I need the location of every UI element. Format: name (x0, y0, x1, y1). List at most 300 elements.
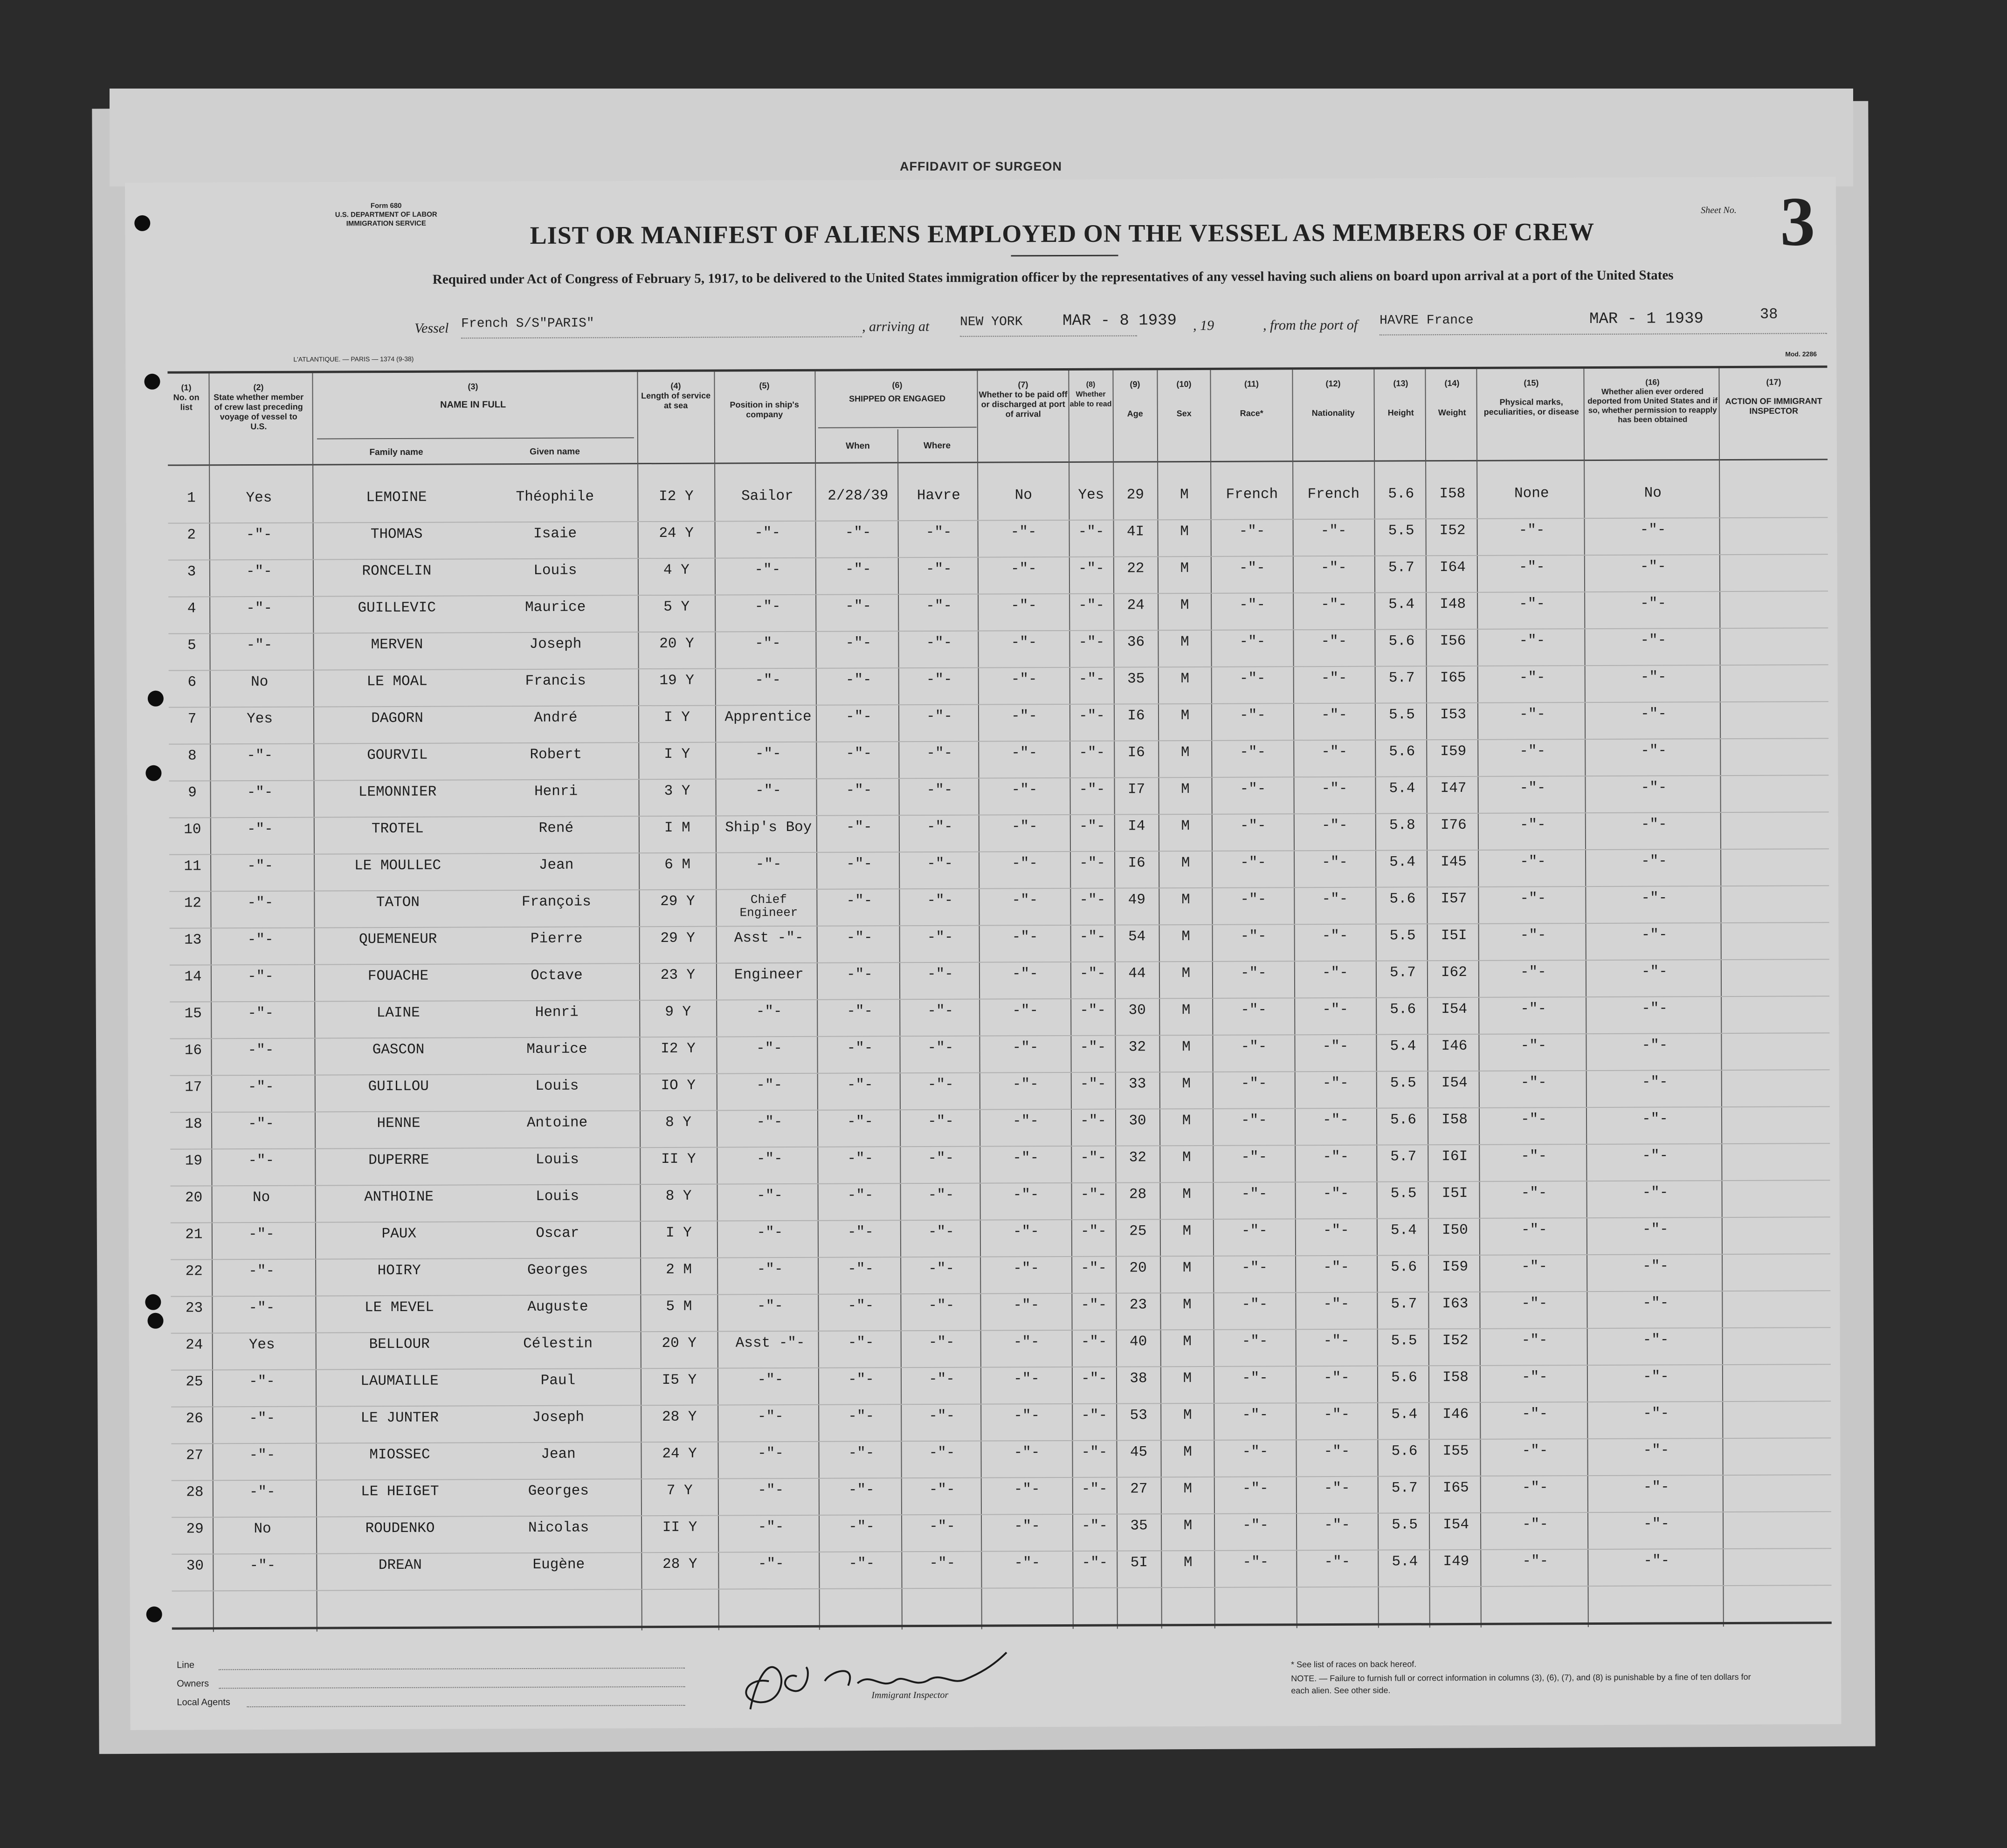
cell-sex: M (1180, 744, 1190, 761)
cell-service: 7 Y (666, 1482, 693, 1499)
cell-paid: -"- (1012, 1039, 1039, 1056)
cell-no: 11 (184, 858, 201, 875)
model-number: Mod. 2286 (1785, 350, 1817, 358)
cell-no: 5 (187, 637, 196, 654)
cell-marks: -"- (1521, 1332, 1548, 1349)
cell-paid: -"- (1013, 1223, 1039, 1240)
col8-header: (8) Whether able to read (1069, 380, 1112, 408)
cell-race: -"- (1241, 1333, 1268, 1350)
cell-family: TATON (376, 894, 420, 911)
cell-age: 32 (1129, 1149, 1146, 1166)
cell-given: Jean (538, 857, 574, 873)
cell-no: 8 (187, 748, 197, 764)
cell-marks: -"- (1521, 1295, 1548, 1312)
col4-header: (4) Length of service at sea (641, 381, 711, 410)
from-port-underline (1379, 333, 1827, 335)
cell-sex: M (1183, 1481, 1193, 1498)
cell-nat: -"- (1321, 596, 1347, 613)
cell-prev: -"- (248, 1079, 274, 1096)
cell-age: I6 (1128, 855, 1145, 872)
cell-marks: -"- (1521, 1148, 1547, 1165)
cell-no: 19 (185, 1153, 202, 1169)
cell-marks: -"- (1519, 743, 1546, 760)
cell-family: FOUACHE (367, 968, 429, 985)
cell-read: -"- (1078, 634, 1105, 651)
cell-height: 5.6 (1390, 1112, 1417, 1128)
arrival-date-stamp: MAR - 8 1939 (1062, 312, 1177, 330)
cell-read: -"- (1081, 1333, 1107, 1350)
cell-position: -"- (754, 635, 781, 652)
cell-height: 5.4 (1390, 1038, 1416, 1055)
cell-height: 5.6 (1389, 891, 1416, 907)
cell-read: -"- (1082, 1554, 1108, 1571)
cell-nat: -"- (1323, 1333, 1350, 1350)
cell-age: 53 (1130, 1407, 1147, 1424)
cell-service: 29 Y (660, 893, 695, 910)
cell-service: 29 Y (660, 930, 695, 947)
cell-nat: -"- (1322, 964, 1348, 982)
cell-height: 5.5 (1391, 1333, 1417, 1349)
cell-age: 20 (1129, 1260, 1147, 1277)
cell-no: 24 (186, 1337, 203, 1353)
cell-read: -"- (1078, 671, 1105, 687)
cell-sex: M (1183, 1370, 1192, 1387)
cell-weight: I63 (1442, 1295, 1469, 1312)
cell-deported: -"- (1643, 1405, 1669, 1422)
cell-deported: -"- (1641, 963, 1668, 980)
cell-race: -"- (1242, 1480, 1269, 1497)
sheet-label: Sheet No. (1701, 205, 1737, 216)
cell-weight: I49 (1443, 1553, 1469, 1570)
cell-where: -"- (929, 1518, 956, 1535)
cell-service: 8 Y (665, 1188, 692, 1204)
cell-paid: -"- (1012, 1003, 1039, 1019)
cell-sex: M (1181, 928, 1191, 945)
cell-position: -"- (756, 1040, 782, 1057)
cell-height: 5.8 (1389, 817, 1415, 834)
cell-age: 4I (1126, 523, 1145, 540)
cell-no: 17 (185, 1079, 202, 1096)
cell-nat: -"- (1321, 633, 1347, 650)
inspector-label: Immigrant Inspector (871, 1690, 949, 1701)
cell-read: -"- (1081, 1407, 1108, 1424)
cell-when: -"- (847, 1003, 873, 1020)
cell-family: LE MOULLEC (354, 857, 441, 874)
cell-where: -"- (927, 966, 953, 983)
cell-read: -"- (1081, 1260, 1107, 1277)
cell-race: -"- (1241, 1186, 1268, 1202)
cell-paid: -"- (1013, 1113, 1039, 1130)
cell-marks: -"- (1520, 1037, 1547, 1054)
cell-sex: M (1180, 634, 1189, 651)
col10-header: (10) Sex (1176, 379, 1192, 419)
cell-paid: -"- (1014, 1444, 1040, 1461)
cell-position: -"- (755, 746, 781, 763)
cell-age: 35 (1127, 671, 1145, 687)
cell-deported: -"- (1642, 1111, 1668, 1127)
cell-deported: -"- (1641, 1074, 1668, 1091)
cell-marks: -"- (1520, 890, 1546, 907)
cell-weight: I47 (1440, 780, 1467, 797)
cell-marks: -"- (1521, 1222, 1547, 1238)
cell-no: 2 (187, 527, 196, 543)
cell-paid: -"- (1012, 855, 1038, 872)
cell-read: -"- (1079, 928, 1106, 945)
cell-sex: M (1181, 892, 1190, 908)
cell-height: 5.6 (1388, 486, 1414, 502)
cell-no: 21 (185, 1226, 203, 1243)
cell-prev: -"- (247, 821, 273, 838)
cell-when: -"- (845, 672, 872, 688)
cell-nat: -"- (1321, 817, 1348, 834)
cell-sex: M (1179, 487, 1189, 503)
cell-paid: -"- (1011, 782, 1038, 798)
cell-read: -"- (1080, 1223, 1107, 1240)
cell-race: -"- (1242, 1370, 1268, 1387)
cell-given: François (521, 893, 591, 911)
cell-prev: -"- (246, 637, 273, 654)
cell-prev: Yes (248, 1336, 275, 1353)
cell-height: 5.6 (1388, 633, 1415, 650)
cell-age: 45 (1130, 1444, 1148, 1461)
cell-given: Louis (533, 562, 577, 579)
cell-deported: -"- (1643, 1553, 1670, 1569)
cell-no: 30 (186, 1558, 204, 1574)
cell-given: André (534, 709, 578, 726)
cell-prev: No (251, 673, 269, 691)
cell-service: I2 Y (659, 488, 694, 505)
cell-where: -"- (928, 1334, 955, 1351)
cell-deported: -"- (1641, 1037, 1668, 1054)
cell-age: 38 (1130, 1370, 1147, 1387)
cell-when: -"- (848, 1445, 875, 1462)
cell-age: 5I (1130, 1554, 1148, 1571)
cell-age: 30 (1129, 1113, 1146, 1129)
document-subtitle: Required under Act of Congress of February 5, 1917, to be delivered to the United States immigration officer by the representatives of any vessel having such aliens on board upon arrival at a port of the United States (432, 268, 1674, 287)
cell-given: Joseph (529, 636, 582, 653)
cell-position: -"- (756, 1151, 783, 1168)
cell-service: 5 Y (663, 598, 690, 615)
cell-read: -"- (1081, 1444, 1108, 1461)
punch-hole (148, 691, 164, 707)
races-note: * See list of races on back hereof. (1291, 1659, 1417, 1669)
cell-height: 5.6 (1391, 1443, 1418, 1460)
cell-sex: M (1183, 1444, 1192, 1461)
cell-when: -"- (846, 929, 873, 946)
cell-service: 4 Y (663, 562, 690, 578)
cell-given: Nicolas (528, 1519, 589, 1536)
cell-height: 5.7 (1390, 1148, 1417, 1165)
cell-height: 5.7 (1389, 964, 1416, 981)
cell-race: -"- (1241, 1075, 1267, 1092)
cell-sex: M (1183, 1518, 1193, 1534)
cell-where: -"- (927, 929, 953, 946)
cell-when: -"- (846, 893, 873, 909)
cell-sex: M (1181, 965, 1191, 982)
cell-read: -"- (1081, 1297, 1107, 1313)
cell-read: -"- (1081, 1481, 1108, 1498)
cell-read: -"- (1079, 855, 1106, 872)
cell-nat: -"- (1322, 1001, 1349, 1018)
cell-service: 23 Y (660, 967, 696, 984)
cell-no: 6 (187, 674, 197, 691)
cell-sex: M (1180, 523, 1189, 540)
cell-marks: -"- (1519, 780, 1546, 797)
cell-sex: M (1180, 708, 1190, 724)
cell-service: 24 Y (662, 1445, 697, 1462)
cell-age: 29 (1126, 487, 1145, 503)
cell-no: 29 (186, 1521, 204, 1538)
cell-no: 16 (184, 1042, 202, 1059)
cell-family: LAUMAILLE (360, 1373, 439, 1390)
vessel-underline (461, 336, 862, 338)
cell-weight: I6I (1441, 1148, 1468, 1165)
col6-header: (6) SHIPPED OR ENGAGED (849, 380, 946, 404)
cell-where: -"- (929, 1371, 955, 1388)
cell-marks: -"- (1522, 1553, 1549, 1570)
cell-given: Robert (530, 746, 582, 763)
cell-where: -"- (926, 634, 952, 652)
cell-where: -"- (929, 1444, 955, 1461)
col9-header: (9) Age (1127, 379, 1143, 419)
cell-where: -"- (926, 818, 953, 836)
cell-age: 30 (1128, 1002, 1146, 1019)
cell-family: LE HEIGET (361, 1483, 439, 1500)
cell-paid: -"- (1013, 1187, 1039, 1203)
cell-sex: M (1181, 1002, 1191, 1019)
cell-height: 5.5 (1390, 1075, 1416, 1092)
cell-race: -"- (1241, 1038, 1267, 1055)
cell-given: Francis (525, 673, 586, 690)
cell-height: 5.6 (1391, 1369, 1417, 1386)
cell-position: Asst -"- (735, 1334, 805, 1352)
cell-when: -"- (847, 1077, 873, 1093)
cell-race: -"- (1241, 1149, 1268, 1166)
cell-service: II Y (661, 1151, 696, 1168)
cell-no: 3 (187, 563, 196, 580)
cell-height: 5.7 (1388, 670, 1415, 687)
cell-marks: -"- (1522, 1406, 1548, 1422)
col6-subrule (818, 427, 977, 428)
cell-given: Henri (534, 783, 578, 800)
cell-no: 7 (187, 711, 197, 728)
cell-read: -"- (1082, 1518, 1108, 1534)
cell-paid: -"- (1013, 1260, 1040, 1277)
local-agents-field (247, 1705, 685, 1707)
line-field (219, 1668, 685, 1670)
col2-header: (2) State whether member of crew last preceding voyage of vessel to U.S. (214, 382, 304, 432)
manifest-sheet (125, 177, 1841, 1730)
owners-label: Owners (177, 1678, 209, 1689)
cell-deported: -"- (1642, 1295, 1669, 1312)
vessel-label: Vessel (414, 320, 449, 336)
cell-sex: M (1182, 1186, 1191, 1203)
cell-service: I Y (664, 709, 690, 726)
cell-height: 5.5 (1389, 707, 1415, 723)
col1-header: (1) No. on list (173, 383, 200, 412)
cell-deported: -"- (1643, 1442, 1669, 1459)
cell-prev: -"- (248, 1005, 274, 1022)
cell-given: Henri (535, 1004, 579, 1021)
cell-deported: -"- (1643, 1479, 1669, 1496)
cell-marks: -"- (1521, 1111, 1547, 1128)
cell-prev: No (252, 1189, 270, 1206)
departure-date-stamp: MAR - 1 1939 (1589, 310, 1704, 329)
cell-marks: -"- (1521, 1369, 1548, 1386)
cell-height: 5.5 (1392, 1517, 1418, 1533)
cell-position: -"- (755, 672, 781, 689)
cell-height: 5.5 (1389, 927, 1416, 944)
cell-deported: -"- (1640, 595, 1667, 612)
cell-paid: -"- (1010, 561, 1037, 577)
cell-given: René (538, 820, 574, 837)
cell-nat: -"- (1323, 1222, 1349, 1239)
cell-age: I6 (1127, 744, 1145, 761)
cell-service: I Y (664, 746, 690, 763)
cell-paid: -"- (1011, 598, 1037, 614)
cell-weight: I46 (1441, 1037, 1468, 1055)
cell-marks: -"- (1518, 559, 1545, 576)
cell-age: 44 (1128, 965, 1146, 982)
sheet-reference: 38 (1759, 305, 1778, 323)
cell-service: I2 Y (661, 1040, 696, 1057)
cell-when: -"- (846, 745, 872, 762)
cell-race: -"- (1242, 1407, 1269, 1423)
cell-prev: -"- (249, 1447, 276, 1464)
cell-where: -"- (926, 745, 953, 762)
cell-where: -"- (928, 1297, 955, 1314)
cell-given: Auguste (527, 1298, 588, 1316)
cell-service: I5 Y (662, 1372, 697, 1388)
cell-deported: -"- (1640, 632, 1667, 649)
cell-weight: I55 (1442, 1443, 1469, 1460)
cell-height: 5.7 (1391, 1480, 1418, 1497)
owners-field (219, 1686, 685, 1689)
cell-weight: I46 (1442, 1406, 1469, 1423)
cell-when: -"- (845, 524, 871, 541)
header-bottom-rule (168, 459, 1828, 466)
cell-where: -"- (928, 1260, 955, 1277)
cell-service: 3 Y (664, 783, 690, 799)
cell-deported: -"- (1640, 522, 1666, 538)
cell-service: 24 Y (659, 525, 694, 542)
cell-where: -"- (926, 598, 952, 615)
cell-nat: -"- (1324, 1553, 1351, 1571)
cell-where: -"- (926, 671, 952, 688)
cell-prev: -"- (249, 1557, 276, 1574)
cell-sex: M (1183, 1407, 1192, 1424)
cell-no: 14 (184, 969, 202, 985)
cell-when: -"- (845, 635, 872, 652)
cell-family: DREAN (378, 1557, 422, 1574)
cell-service: 20 Y (662, 1335, 697, 1352)
cell-height: 5.6 (1389, 743, 1415, 760)
svg-text:G S German: G S German (717, 1644, 720, 1645)
cell-where: -"- (927, 855, 953, 872)
punch-hole (147, 1313, 163, 1329)
col3-header: (3) NAME IN FULL (440, 382, 506, 410)
cell-nat: French (1307, 486, 1360, 503)
cell-family: BELLOUR (369, 1336, 430, 1353)
cell-prev: -"- (249, 1484, 276, 1501)
cell-race: -"- (1240, 744, 1266, 761)
cell-position: Asst -"- (734, 929, 804, 947)
cell-prev: -"- (247, 858, 274, 875)
punch-hole (144, 374, 160, 390)
cell-marks: -"- (1521, 1258, 1548, 1275)
cell-given: Jean (541, 1446, 576, 1463)
cell-read: -"- (1079, 781, 1105, 798)
cell-age: 27 (1130, 1481, 1148, 1498)
cell-when: -"- (848, 1371, 874, 1388)
cell-race: -"- (1240, 891, 1267, 908)
cell-family: MERVEN (371, 636, 423, 653)
cell-where: -"- (929, 1555, 956, 1572)
cell-marks: -"- (1519, 817, 1546, 833)
cell-deported: -"- (1641, 890, 1668, 907)
cell-weight: I59 (1442, 1258, 1469, 1276)
cell-nat: -"- (1321, 707, 1347, 724)
cell-service: 28 Y (662, 1556, 697, 1573)
cell-read: Yes (1078, 487, 1104, 503)
cell-when: -"- (845, 561, 871, 578)
cell-no: 10 (184, 821, 201, 838)
cell-no: 25 (186, 1374, 203, 1390)
cell-nat: -"- (1323, 1259, 1350, 1276)
cell-sex: M (1183, 1554, 1193, 1571)
year-label: , 19 (1193, 317, 1214, 334)
cell-age: 23 (1129, 1297, 1147, 1313)
from-port: HAVRE France (1379, 313, 1474, 328)
cell-prev: No (254, 1520, 271, 1538)
cell-when: -"- (847, 1150, 874, 1167)
cell-when: -"- (846, 966, 873, 983)
cell-position: Apprentice (724, 708, 812, 726)
cell-sex: M (1182, 1223, 1192, 1240)
cell-weight: I76 (1440, 817, 1467, 834)
cell-weight: I53 (1440, 706, 1466, 723)
col13-header: (13) Height (1387, 378, 1414, 418)
cell-marks: -"- (1520, 964, 1546, 981)
cell-position: -"- (757, 1298, 783, 1315)
cell-when: -"- (847, 1187, 874, 1204)
cell-nat: -"- (1322, 927, 1348, 945)
col17-header: (17) ACTION OF IMMIGRANT INSPECTOR (1725, 377, 1822, 416)
cell-position: Chief Engineer (739, 893, 798, 920)
cell-paid: -"- (1011, 671, 1037, 688)
cell-position: -"- (757, 1372, 784, 1388)
cell-given: Pierre (530, 930, 583, 947)
cell-paid: -"- (1012, 1076, 1039, 1093)
cell-race: -"- (1240, 818, 1266, 834)
cell-no: 22 (185, 1263, 203, 1280)
cell-position: -"- (756, 1077, 783, 1094)
arriving-port: NEW YORK (960, 315, 1023, 330)
cell-when: -"- (846, 782, 872, 799)
cell-family: MIOSSEC (369, 1446, 430, 1463)
cell-no: 13 (184, 932, 202, 948)
cell-position: -"- (756, 1003, 782, 1020)
cell-position: Engineer (734, 966, 804, 983)
cell-age: 32 (1128, 1039, 1146, 1056)
cell-nat: -"- (1324, 1406, 1350, 1423)
cell-given: Maurice (526, 1041, 587, 1058)
cell-family: LEMONNIER (358, 783, 437, 801)
cell-paid: -"- (1013, 1334, 1040, 1351)
cell-deported: -"- (1640, 558, 1666, 575)
cell-where: -"- (929, 1481, 955, 1498)
cell-position: -"- (757, 1261, 783, 1278)
